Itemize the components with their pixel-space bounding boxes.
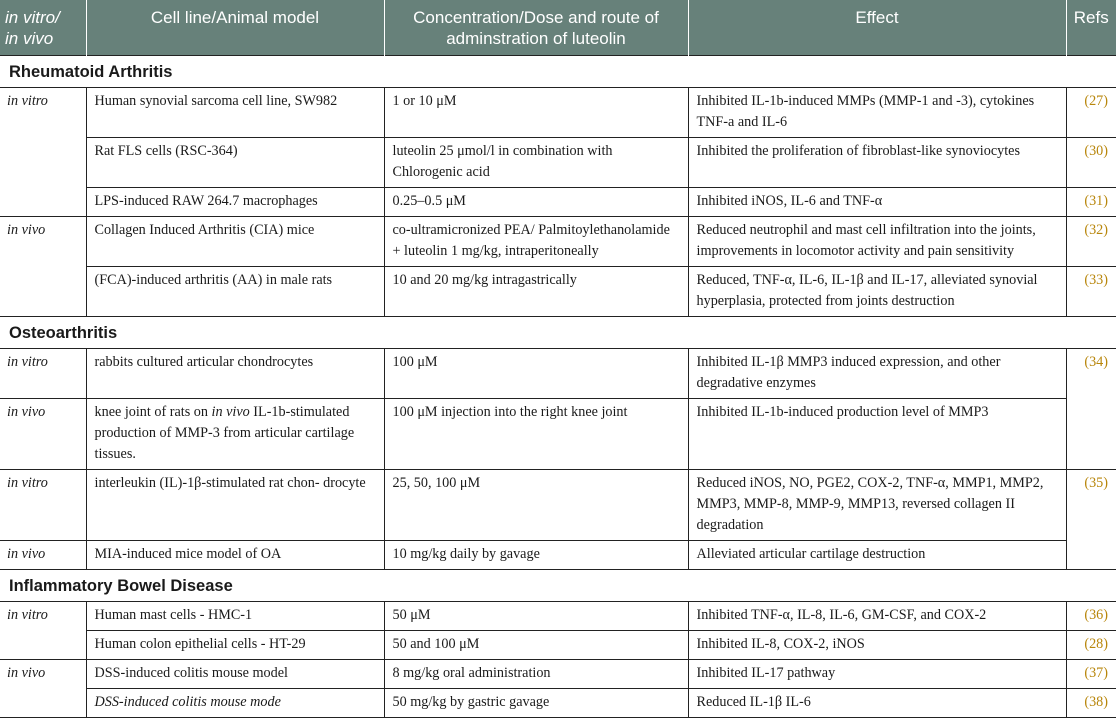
model-cell: Human colon epithelial cells - HT-29 — [86, 630, 384, 659]
table-header — [0, 0, 1116, 55]
dose-cell: 0.25–0.5 μM — [384, 187, 688, 216]
table-row — [0, 630, 1116, 659]
effect-cell: Inhibited IL-8, COX-2, iNOS — [688, 630, 1066, 659]
study-type-cell: in vitro — [0, 601, 86, 659]
dose-cell: co-ultramicronized PEA/ Palmitoylethanolamide + luteolin 1 mg/kg, intraperitoneally — [384, 216, 688, 266]
effect-cell: Reduced iNOS, NO, PGE2, COX-2, TNF-α, MMP1, MMP2, MMP3, MMP-8, MMP-9, MMP13, reversed collagen II degradation — [688, 469, 1066, 540]
header-type: in vitro/ in vivo — [0, 0, 86, 55]
model-cell: LPS-induced RAW 264.7 macrophages — [86, 187, 384, 216]
study-type-cell: in vitro — [0, 469, 86, 540]
model-cell: Human synovial sarcoma cell line, SW982 — [86, 87, 384, 137]
section-title-osteoarthritis: Osteoarthritis — [0, 316, 1116, 348]
dose-cell: 50 mg/kg by gastric gavage — [384, 688, 688, 717]
model-cell: interleukin (IL)-1β-stimulated rat chon- drocyte — [86, 469, 384, 540]
dose-cell: 100 μM injection into the right knee joint — [384, 398, 688, 469]
table-row — [0, 266, 1116, 316]
study-type-cell: in vivo — [0, 398, 86, 469]
study-type-cell: in vivo — [0, 659, 86, 717]
study-type-cell: in vitro — [0, 348, 86, 398]
effect-cell: Inhibited the proliferation of fibroblast-like synoviocytes — [688, 137, 1066, 187]
effect-cell: Inhibited IL-17 pathway — [688, 659, 1066, 688]
effect-cell: Inhibited IL-1b-induced production level of MMP3 — [688, 398, 1066, 469]
header-model: Cell line/Animal model — [86, 0, 384, 55]
model-cell: Collagen Induced Arthritis (CIA) mice — [86, 216, 384, 266]
dose-cell: 8 mg/kg oral administration — [384, 659, 688, 688]
model-cell: (FCA)-induced arthritis (AA) in male rats — [86, 266, 384, 316]
effect-cell: Alleviated articular cartilage destruction — [688, 540, 1066, 569]
table-row — [0, 348, 1116, 398]
dose-cell: 50 μM — [384, 601, 688, 630]
table-row — [0, 469, 1116, 540]
section-title-rheumatoid-arthritis: Rheumatoid Arthritis — [0, 55, 1116, 87]
dose-cell: 100 μM — [384, 348, 688, 398]
study-type-cell: in vivo — [0, 540, 86, 569]
ref-link[interactable]: (27) — [1066, 87, 1116, 137]
header-refs: Refs — [1066, 0, 1116, 55]
table-row — [0, 540, 1116, 569]
table-body — [0, 55, 1116, 717]
header-dose: Concentration/Dose and route of adminstration of luteolin — [384, 0, 688, 55]
ref-link[interactable]: (32) — [1066, 216, 1116, 266]
ref-link[interactable]: (31) — [1066, 187, 1116, 216]
effect-cell: Inhibited IL-1β MMP3 induced expression, and other degradative enzymes — [688, 348, 1066, 398]
ref-link[interactable]: (38) — [1066, 688, 1116, 717]
study-type-cell: in vitro — [0, 87, 86, 216]
table-row — [0, 87, 1116, 137]
ref-link[interactable]: (35) — [1066, 469, 1116, 569]
table-row — [0, 688, 1116, 717]
section-title-inflammatory-bowel-disease: Inflammatory Bowel Disease — [0, 569, 1116, 601]
dose-cell: 25, 50, 100 μM — [384, 469, 688, 540]
dose-cell: 50 and 100 μM — [384, 630, 688, 659]
model-cell: MIA-induced mice model of OA — [86, 540, 384, 569]
effect-cell: Reduced neutrophil and mast cell infiltration into the joints, improvements in locomotor activity and pain sensitivity — [688, 216, 1066, 266]
table-row — [0, 137, 1116, 187]
model-cell: rabbits cultured articular chondrocytes — [86, 348, 384, 398]
table-row — [0, 601, 1116, 630]
dose-cell: luteolin 25 μmol/l in combination with Chlorogenic acid — [384, 137, 688, 187]
table-row — [0, 659, 1116, 688]
model-cell: Human mast cells - HMC-1 — [86, 601, 384, 630]
ref-link[interactable]: (30) — [1066, 137, 1116, 187]
study-type-cell: in vivo — [0, 216, 86, 316]
ref-link[interactable]: (36) — [1066, 601, 1116, 630]
ref-link[interactable]: (33) — [1066, 266, 1116, 316]
model-cell: knee joint of rats on in vivo IL-1b-stimulated production of MMP-3 from articular cartilage tissues. — [86, 398, 384, 469]
table-row — [0, 398, 1116, 469]
dose-cell: 10 mg/kg daily by gavage — [384, 540, 688, 569]
effect-cell: Reduced, TNF-α, IL-6, IL-1β and IL-17, alleviated synovial hyperplasia, protected from joints destruction — [688, 266, 1066, 316]
effect-cell: Inhibited IL-1b-induced MMPs (MMP-1 and -3), cytokines TNF-a and IL-6 — [688, 87, 1066, 137]
effect-cell: Inhibited TNF-α, IL-8, IL-6, GM-CSF, and COX-2 — [688, 601, 1066, 630]
dose-cell: 10 and 20 mg/kg intragastrically — [384, 266, 688, 316]
effect-cell: Inhibited iNOS, IL-6 and TNF-α — [688, 187, 1066, 216]
ref-link[interactable]: (37) — [1066, 659, 1116, 688]
table-row — [0, 187, 1116, 216]
table-row — [0, 216, 1116, 266]
model-cell: DSS-induced colitis mouse mode — [86, 688, 384, 717]
ref-link[interactable]: (34) — [1066, 348, 1116, 469]
model-cell: DSS-induced colitis mouse model — [86, 659, 384, 688]
effect-cell: Reduced IL-1β IL-6 — [688, 688, 1066, 717]
model-cell: Rat FLS cells (RSC-364) — [86, 137, 384, 187]
dose-cell: 1 or 10 μM — [384, 87, 688, 137]
ref-link[interactable]: (28) — [1066, 630, 1116, 659]
header-effect: Effect — [688, 0, 1066, 55]
